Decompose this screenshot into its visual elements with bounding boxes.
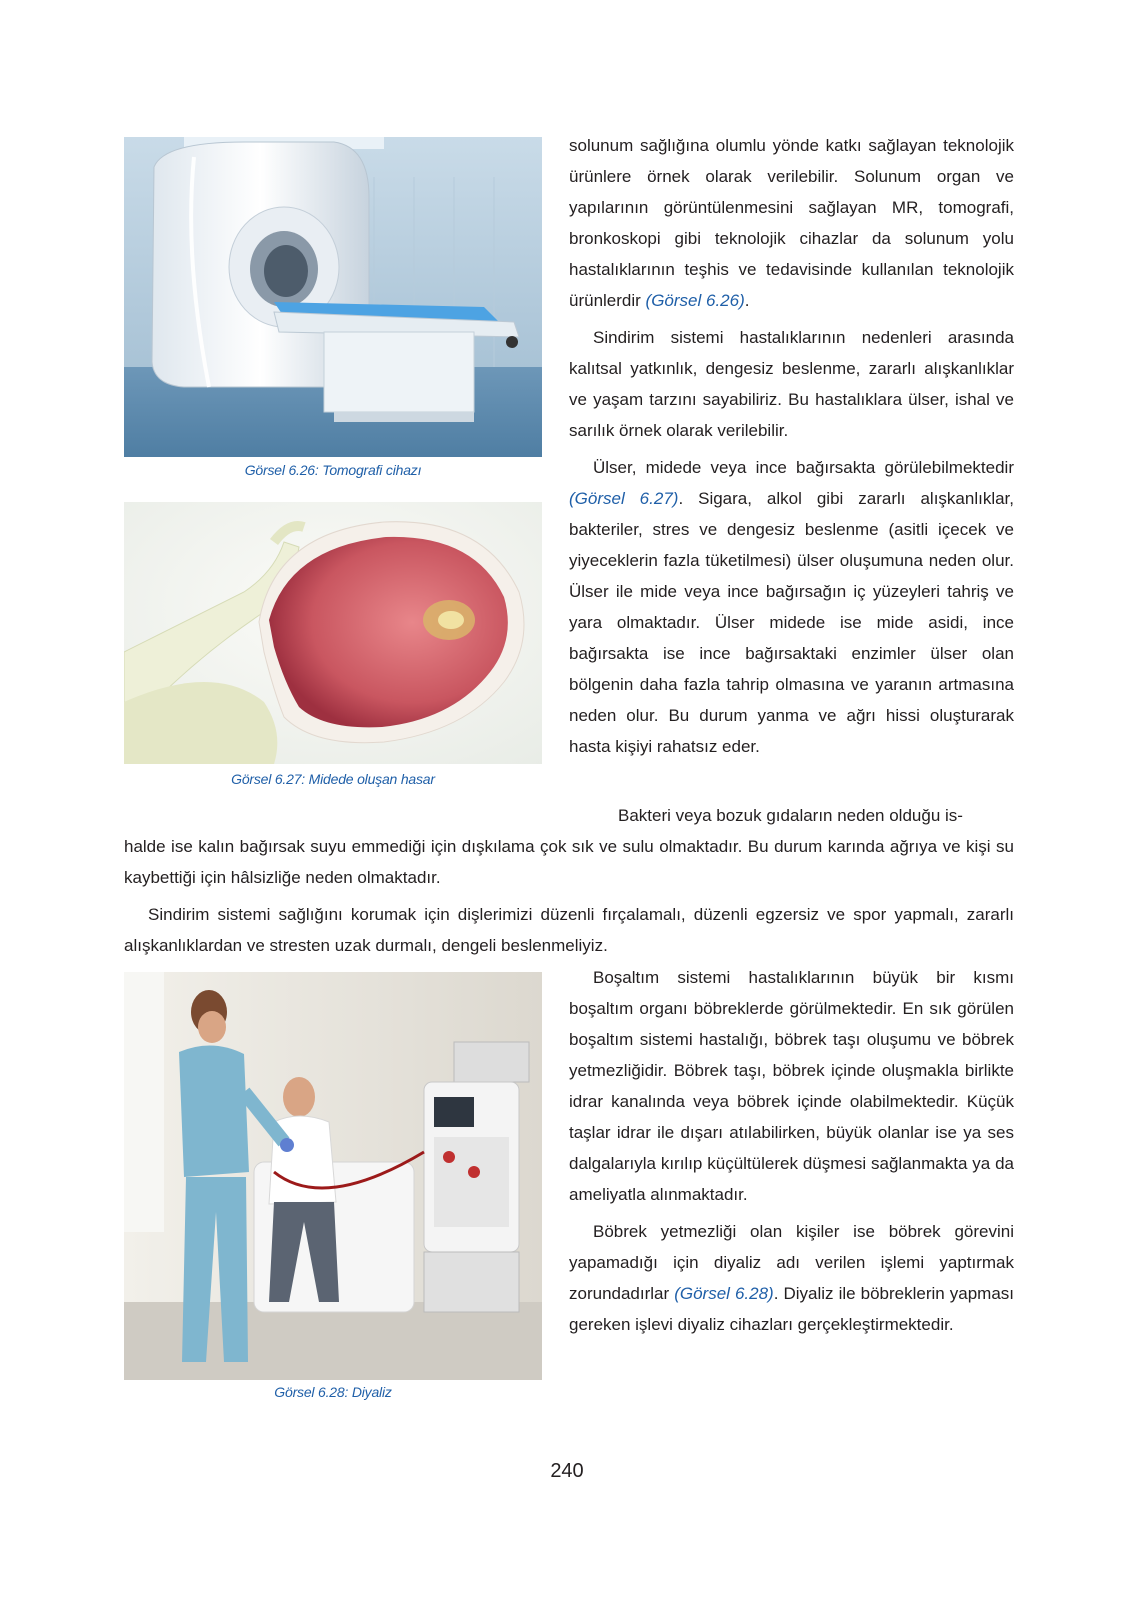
right-column-top <box>569 130 1014 768</box>
paragraph-excretory-diseases: Boşaltım sistemi hastalıklarının büyük bir kısmı boşaltım organı böbreklerde görülmektedir. En sık görülen boşaltım sistemi hastalığı, böbrek taşı oluşumu ve böbrek yetmezliğidir. Böbrek taşı, böbrek içinde oluşmakla birlikte idrar kanalında veya böbrek içinde olabilmektedir. Küçük taşlar idrar ile dışarı atılabilirken, büyük olanlar ise ya ses dalgalarıyla kırılıp küçültülerek düşmesi sağlanmakta ya da ameliyatla alınmaktadır. <box>569 968 1014 1204</box>
figure-ref-6-28: (Görsel 6.28) <box>674 1284 774 1303</box>
figure-caption-6-27: Görsel 6.27: Midede oluşan hasar <box>231 771 435 787</box>
tomography-device-image <box>124 137 542 457</box>
figure-ref-6-27: (Görsel 6.27) <box>569 489 679 508</box>
dialysis-image <box>124 972 542 1380</box>
paragraph-diarrhea-rest: halde ise kalın bağırsak suyu emmediği için dışkılama çok sık ve sulu olmaktadır. Bu durum karında ağrıya ve kişi su kaybettiği için hâlsizliğe neden olmaktadır. <box>124 837 1014 887</box>
figure-ref-6-26: (Görsel 6.26) <box>645 291 745 310</box>
figure-caption-6-26: Görsel 6.26: Tomografi cihazı <box>244 462 422 478</box>
paragraph-digestive-diseases: Sindirim sistemi hastalıklarının nedenleri arasında kalıtsal yatkınlık, dengesiz beslenme, zararlı alışkanlıklar ve yaşam tarzını sayabiliriz. Bu hastalıklara ülser, ishal ve sarılık örnek olarak verilebilir. <box>569 328 1014 440</box>
paragraph-kidney-failure: Böbrek yetmezliği olan kişiler ise böbrek görevini yapamadığı için diyaliz adı verilen işlemi yaptırmak zorundadırlar (Görsel 6.28). Diyaliz ile böbreklerin yapması gereken işlevi diyaliz cihazları gerçekleştirmektedir. <box>569 1222 1014 1334</box>
full-width-section <box>124 800 1014 961</box>
paragraph-diarrhea-first-line: Bakteri veya bozuk gıdaların neden olduğu is- <box>618 806 963 825</box>
right-column-bottom <box>569 962 1014 1346</box>
paragraph-respiratory-technology: solunum sağlığına olumlu yönde katkı sağlayan teknolojik ürünlere örnek olarak verilebilir. Solunum organ ve yapılarının görüntülenmesini sağlayan MR, tomografi, bronkoskopi gibi teknolojik cihazlar da solunum yolu hastalıklarının teşhis ve tedavisinde kullanılan teknolojik ürünlerdir (Görsel 6.26). <box>569 136 1014 310</box>
paragraph-ulcer: Ülser, midede veya ince bağırsakta görülebilmektedir (Görsel 6.27). Sigara, alkol gibi zararlı alışkanlıklar, bakteriler, stres ve dengesiz beslenme (asitli içecek ve yiyeceklerin fazla tüketilmesi) ülser oluşumuna neden olur. Ülser ile mide veya ince bağırsağın iç yüzeyleri tahriş ve yara olmaktadır. Ülser midede ise mide asidi, ince bağırsakta ise ince bağırsaktaki enzimler ülser olan bölgenin daha fazla tahrip olmasına ve yaranın artmasına neden olur. Bu durum yanma ve ağrı hissi oluşturarak hasta kişiyi rahatsız eder. <box>569 458 1014 756</box>
figure-caption-6-28: Görsel 6.28: Diyaliz <box>274 1384 392 1400</box>
stomach-ulcer-image <box>124 502 542 764</box>
page-number: 240 <box>550 1460 584 1482</box>
paragraph-digestive-health: Sindirim sistemi sağlığını korumak için dişlerimizi düzenli fırçalamalı, düzenli egzersiz ve spor yapmalı, zararlı alışkanlıklardan ve stresten uzak durmalı, dengeli beslenmeliyiz. <box>124 905 1014 955</box>
